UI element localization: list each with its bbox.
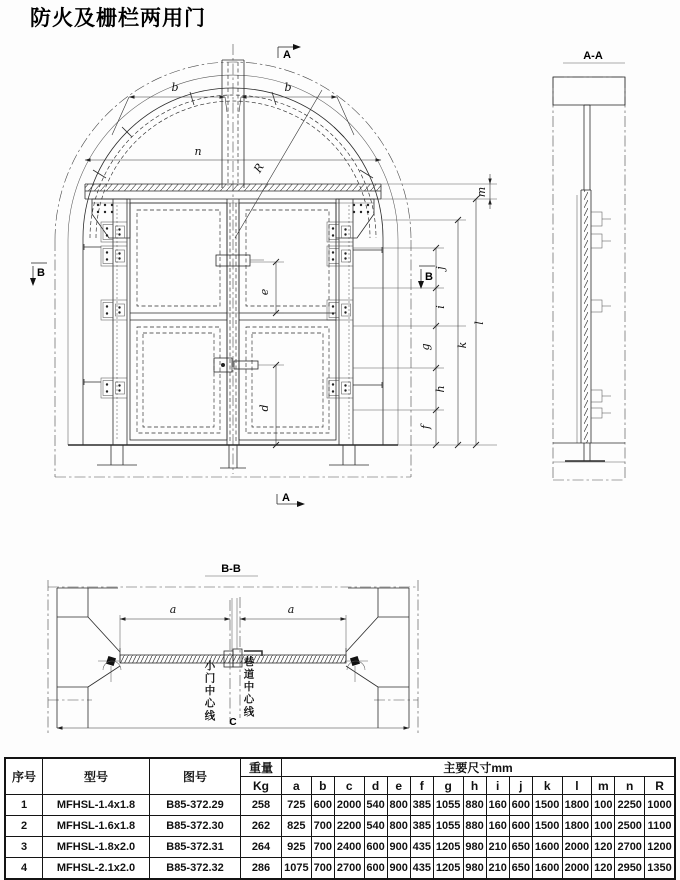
table-cell: 264 [241,837,282,858]
extension-lines [353,184,497,410]
dim-label-i: i [434,305,447,309]
aa-bottom-block [553,443,625,462]
front-view [30,44,497,507]
bb-door-strip [98,649,368,667]
dim-l [473,196,486,448]
table-cell: 2000 [562,858,592,880]
dim-label-f: f [419,424,432,430]
door-leaf-right [239,203,336,440]
col-dim-b: b [311,777,334,795]
bb-dim-a-right [240,603,346,652]
dim-m [475,174,490,209]
dim-label-b-left: b [171,81,179,94]
aa-hinge-blocks [591,212,611,418]
table-cell: B85-372.30 [150,816,241,837]
table-cell: 3 [5,837,43,858]
section-aa-view [553,50,625,480]
dim-e [227,259,284,316]
table-row [5,837,675,858]
table-header-row [5,758,675,777]
spec-table [4,757,676,880]
svg-text:A: A [282,492,290,504]
table-cell: 2500 [615,816,645,837]
table-cell: 160 [486,795,509,816]
table-cell: 1500 [532,795,562,816]
table-cell: 1 [5,795,43,816]
hinge [101,378,127,398]
svg-text:B: B [37,267,45,279]
table-cell: 2700 [615,837,645,858]
table-cell: 1600 [532,858,562,880]
bb-hinge-right [347,656,365,682]
table-cell: 880 [463,816,486,837]
col-dim-l: l [562,777,592,795]
svg-text:A: A [283,49,291,61]
table-cell: 650 [509,858,532,880]
table-cell: 2400 [334,837,364,858]
dim-chain [419,245,447,448]
table-cell: MFHSL-1.8x2.0 [43,837,150,858]
table-cell: 1200 [645,837,675,858]
col-main-dims: 主要尺寸mm [282,758,676,777]
dim-label-n: n [194,145,202,158]
table-cell: 286 [241,858,282,880]
table-cell: B85-372.32 [150,858,241,880]
table-cell: 1500 [532,816,562,837]
table-cell: 725 [282,795,312,816]
col-dim-g: g [433,777,463,795]
table-cell: 1800 [562,816,592,837]
table-cell: 2 [5,816,43,837]
table-cell: 700 [311,816,334,837]
table-cell: 258 [241,795,282,816]
table-cell: 880 [463,795,486,816]
jamb-left [113,199,127,445]
col-dim-i: i [486,777,509,795]
col-dim-j: j [509,777,532,795]
table-cell: 120 [592,837,615,858]
table-cell: 1350 [645,858,675,880]
bb-dim-c [57,717,409,728]
table-cell: 435 [410,858,433,880]
dim-label-b-right: b [284,81,292,94]
table-cell: 650 [509,837,532,858]
dim-d [258,362,284,448]
table-cell: 2700 [334,858,364,880]
bb-door-centerline-caption: 小门中心线 [203,660,216,723]
table-cell: 2000 [334,795,364,816]
col-drawing-no: 图号 [150,758,241,795]
col-dim-a: a [282,777,312,795]
col-model: 型号 [43,758,150,795]
table-cell: 1055 [433,795,463,816]
table-cell: 160 [486,816,509,837]
table-cell: 2200 [334,816,364,837]
svg-text:B: B [425,271,433,283]
dim-label-radius: R [251,161,267,176]
bb-hinge-left [103,656,121,682]
dim-label-e: e [258,288,271,296]
dim-label-j: j [434,266,447,270]
aa-door-leaf [577,190,591,443]
bb-dim-a-left [120,603,230,652]
table-cell: 600 [509,795,532,816]
table-cell: 4 [5,858,43,880]
col-weight-unit: Kg [241,777,282,795]
dim-radius [235,90,322,238]
table-cell: 2000 [562,837,592,858]
table-cell: 2250 [615,795,645,816]
table-row [5,858,675,880]
aa-top-block [553,77,625,105]
dim-label-c: C [229,717,237,728]
table-cell: 1075 [282,858,312,880]
dim-label-l: l [473,321,486,325]
table-cell: 700 [311,837,334,858]
table-row [5,816,675,837]
col-seq: 序号 [5,758,43,795]
table-cell: 1100 [645,816,675,837]
floor-and-feet [68,445,497,468]
table-cell: 980 [463,837,486,858]
hinge [101,300,127,320]
table-cell: B85-372.29 [150,795,241,816]
table-cell: 385 [410,795,433,816]
col-dim-h: h [463,777,486,795]
table-cell: 600 [311,795,334,816]
table-cell: 1205 [433,858,463,880]
dim-label-d: d [258,404,271,412]
dim-label-h: h [434,385,447,393]
table-cell: 1055 [433,816,463,837]
col-dim-c: c [334,777,364,795]
col-dim-R: R [645,777,675,795]
dim-label-a-right: a [287,603,295,616]
col-dim-f: f [410,777,433,795]
dim-k [455,217,469,448]
table-cell: 1205 [433,837,463,858]
table-cell: 1800 [562,795,592,816]
latch-bar [216,255,264,266]
table-cell: 600 [509,816,532,837]
table-cell: 700 [311,858,334,880]
table-cell: 925 [282,837,312,858]
page-title: 防火及栅栏两用门 [30,7,206,30]
table-cell: 1000 [645,795,675,816]
table-cell: MFHSL-1.4x1.8 [43,795,150,816]
col-weight: 重量 [241,758,282,777]
table-cell: 120 [592,858,615,880]
table-cell: 100 [592,816,615,837]
table-cell: 980 [463,858,486,880]
table-cell: 540 [364,816,387,837]
section-bb-view [48,563,418,735]
table-cell: 900 [387,858,410,880]
table-cell: 385 [410,816,433,837]
table-cell: 600 [364,837,387,858]
table-cell: 100 [592,795,615,816]
table-cell: 825 [282,816,312,837]
table-cell: 435 [410,837,433,858]
table-cell: MFHSL-2.1x2.0 [43,858,150,880]
section-marker-b-left [30,263,47,286]
col-dim-k: k [532,777,562,795]
section-bb-label: B-B [221,563,241,575]
table-cell: 210 [486,837,509,858]
dim-b-right [239,81,354,135]
table-cell: 600 [364,858,387,880]
table-cell: 2950 [615,858,645,880]
table-cell: MFHSL-1.6x1.8 [43,816,150,837]
col-dim-e: e [387,777,410,795]
dim-label-k: k [456,341,469,349]
door-leaf-left [130,203,227,440]
section-aa-label: A-A [583,50,603,62]
dim-b-left [112,81,227,135]
table-cell: 262 [241,816,282,837]
table-cell: 540 [364,795,387,816]
section-marker-a-top [278,44,301,61]
dim-label-g: g [419,343,432,351]
table-row [5,795,675,816]
jamb-right [339,199,353,445]
col-dim-m: m [592,777,615,795]
col-dim-n: n [615,777,645,795]
table-cell: 800 [387,816,410,837]
dim-label-a-left: a [169,603,177,616]
bb-tunnel-centerline-caption: 巷道中心线 [242,656,255,719]
table-cell: 1600 [532,837,562,858]
table-cell: B85-372.31 [150,837,241,858]
section-marker-a-bottom [277,492,305,507]
table-cell: 900 [387,837,410,858]
section-marker-b-right [418,266,435,289]
table-cell: 210 [486,858,509,880]
dim-label-m: m [475,186,488,198]
table-cell: 800 [387,795,410,816]
col-dim-d: d [364,777,387,795]
hinge [101,246,127,266]
